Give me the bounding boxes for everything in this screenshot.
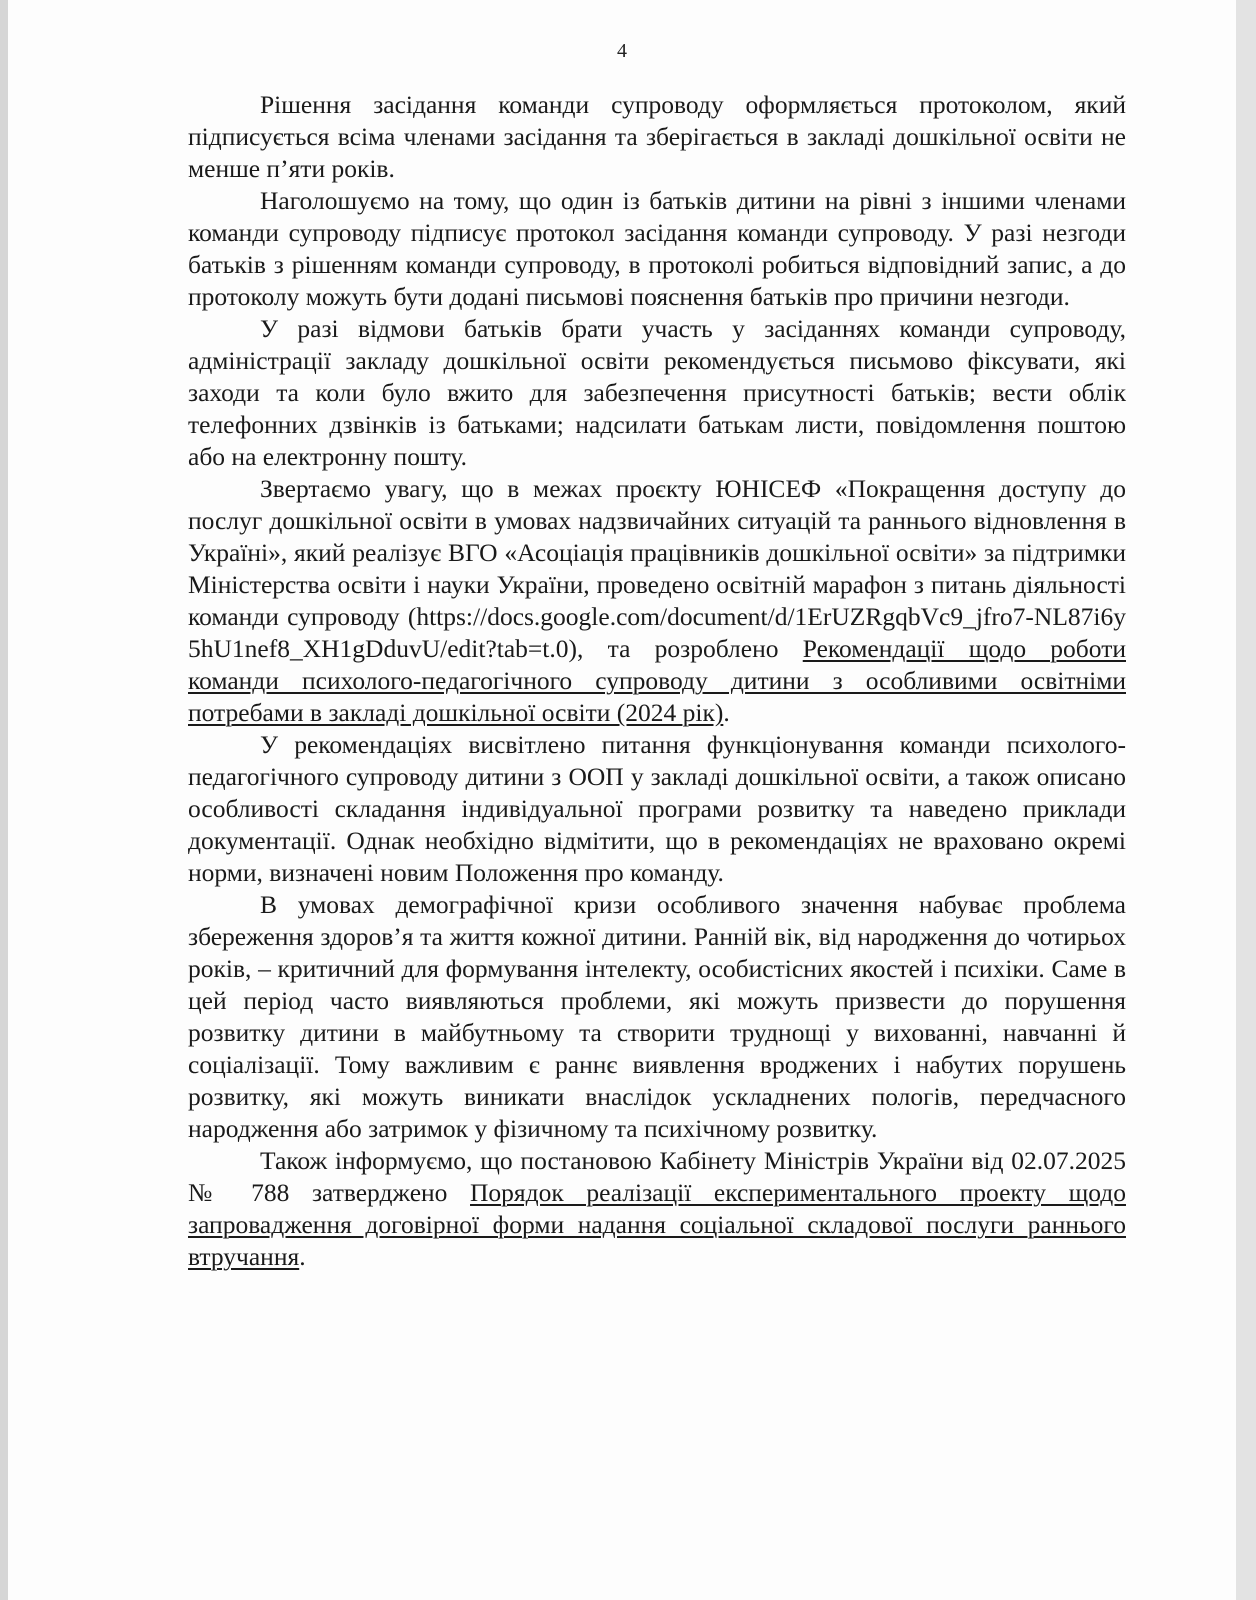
document-body	[188, 89, 1126, 1273]
paragraph-unicef-project	[188, 473, 1126, 729]
paragraph-unicef-text-before: Звертаємо увагу, що в межах проєкту ЮНІСЕФ «Покращення доступу до послуг дошкільної освіти в умовах надзвичайних ситуацій та раннього відновлення в Україні», який реалізує ВГО «Асоціація працівників дошкільної освіти» за підтримки Міністерства освіти і науки України, проведено освітній марафон з питань діяльності команди супроводу (	[188, 474, 1126, 631]
paragraph-unicef-text-middle: ), та розроблено	[568, 634, 803, 663]
paragraph-protocol-decision: Рішення засідання команди супроводу оформляється протоколом, який підписується всіма членами засідання та зберігається в закладі дошкільної освіти не менше п’яти років.	[188, 90, 1126, 183]
paragraph-unicef-text-after: .	[723, 698, 730, 727]
recommendations-link[interactable]: Рекомендації щодо роботи команди психолого-педагогічного супроводу дитини з особливими освітніми потребами в закладі дошкільної освіти (2024 рік)	[188, 634, 1126, 727]
document-page	[8, 0, 1236, 1600]
paragraph-parent-signature: Наголошуємо на тому, що один із батьків дитини на рівні з іншими членами команди супроводу підписує протокол засідання команди супроводу. У разі незгоди батьків з рішенням команди супроводу, в протоколі робиться відповідний запис, а до протоколу можуть бути додані письмові пояснення батьків про причини незгоди.	[188, 186, 1126, 311]
left-frame-edge	[0, 0, 8, 1600]
paragraph-recommendations-summary: У рекомендаціях висвітлено питання функціонування команди психолого-педагогічного супроводу дитини з ООП у закладі дошкільної освіти, а також описано особливості складання індивідуальної програми розвитку та наведено приклади документації. Однак необхідно відмітити, що в рекомендаціях не враховано окремі норми, визначені новим Положення про команду.	[188, 730, 1126, 887]
marathon-url[interactable]: https://docs.google.com/document/d/1ErUZRgqbVc9_jfro7-NL87i6y5hU1nef8_XH1gDduvU/edit?tab=t.0	[188, 602, 1126, 663]
page-number: 4	[617, 40, 627, 62]
paragraph-cabinet-text-before: Також інформуємо, що постановою Кабінету Міністрів України від 02.07.2025 № 788 затверджено	[188, 1146, 1126, 1207]
paragraph-cabinet-resolution	[188, 1145, 1126, 1273]
paragraph-cabinet-text-after: .	[299, 1242, 306, 1271]
early-intervention-procedure-link[interactable]: Порядок реалізації експериментального проекту щодо запровадження договірної форми надання соціальної складової послуги раннього втручання	[188, 1178, 1126, 1271]
right-frame-edge	[1236, 0, 1256, 1600]
paragraph-early-age: В умовах демографічної кризи особливого значення набуває проблема збереження здоров’я та життя кожної дитини. Ранній вік, від народження до чотирьох років, – критичний для формування інтелекту, особистісних якостей і психіки. Саме в цей період часто виявляються проблеми, які можуть призвести до порушення розвитку дитини в майбутньому та створити труднощі у вихованні, навчанні й соціалізації. Тому важливим є раннє виявлення вроджених і набутих порушень розвитку, які можуть виникати внаслідок ускладнених пологів, передчасного народження або затримок у фізичному та психічному розвитку.	[188, 890, 1126, 1143]
paragraph-parent-refusal: У разі відмови батьків брати участь у засіданнях команди супроводу, адміністрації закладу дошкільної освіти рекомендується письмово фіксувати, які заходи та коли було вжито для забезпечення присутності батьків; вести облік телефонних дзвінків із батьками; надсилати батькам листи, повідомлення поштою або на електронну пошту.	[188, 314, 1126, 471]
